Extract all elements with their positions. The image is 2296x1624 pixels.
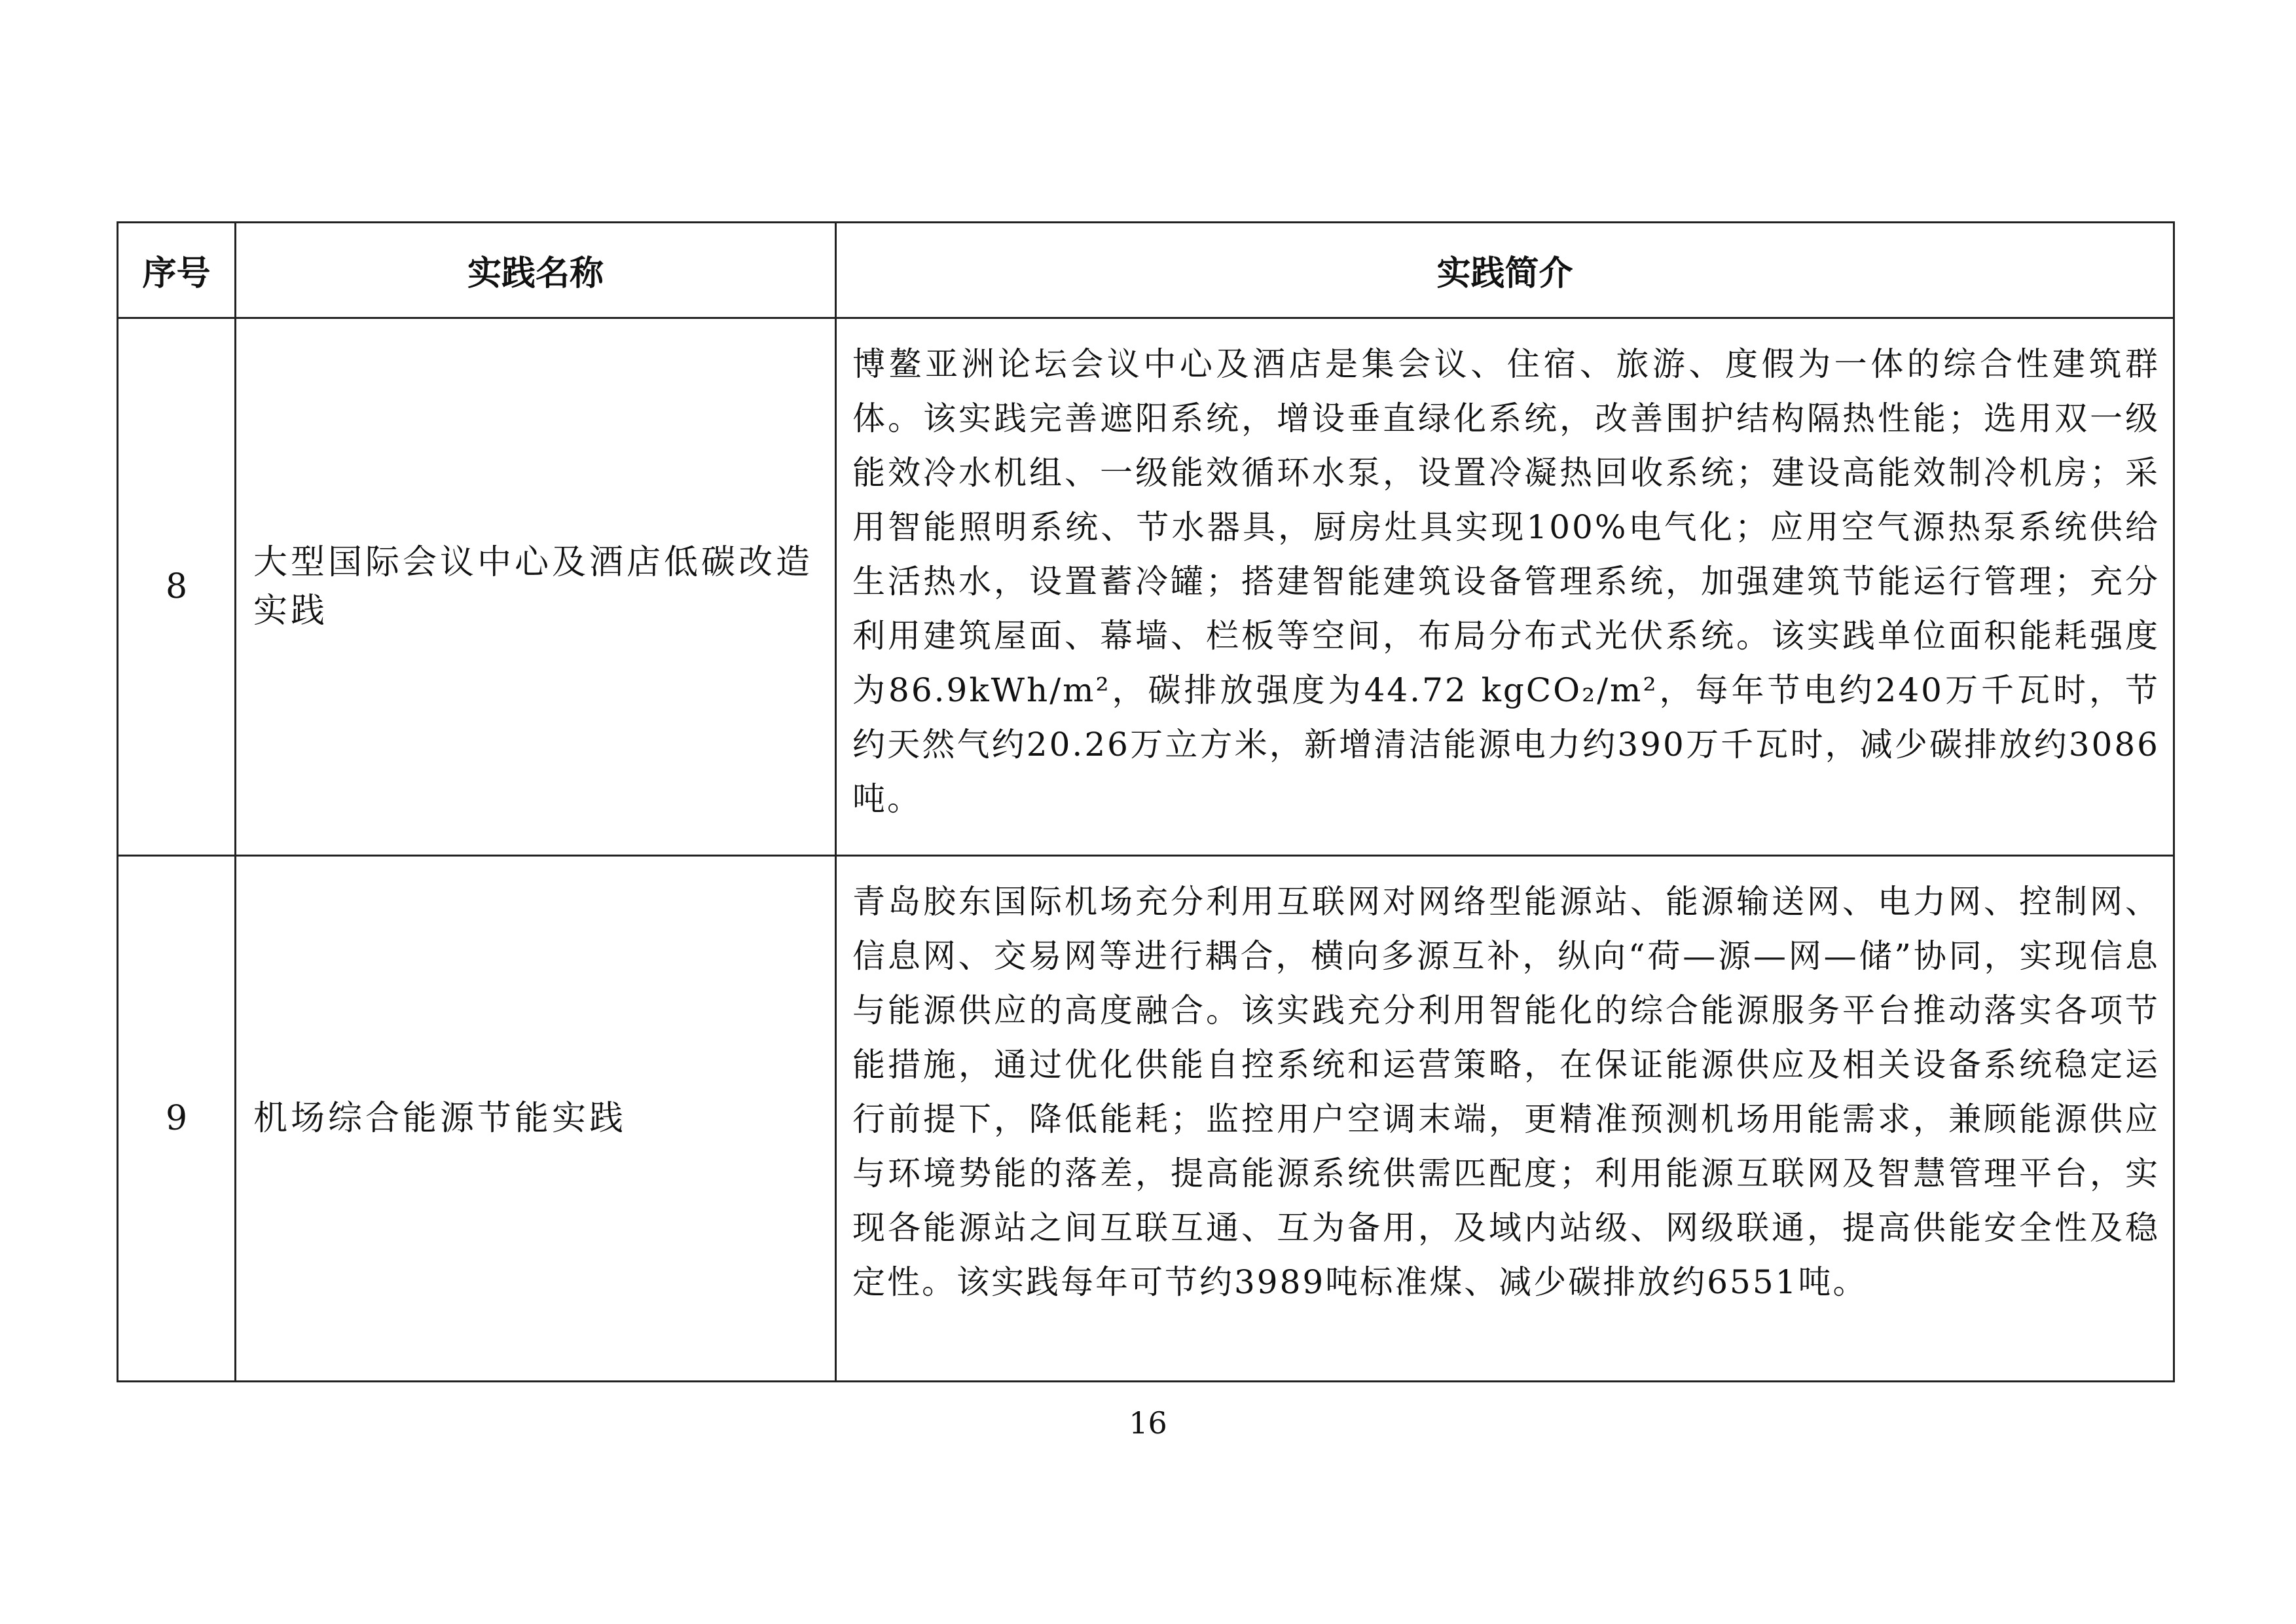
row-name: 机场综合能源节能实践	[236, 856, 836, 1382]
header-description: 实践简介	[836, 223, 2174, 318]
row-index: 8	[118, 318, 236, 856]
header-name: 实践名称	[236, 223, 836, 318]
table-row	[118, 856, 2174, 1382]
header-index: 序号	[118, 223, 236, 318]
row-description: 博鳌亚洲论坛会议中心及酒店是集会议、住宿、旅游、度假为一体的综合性建筑群体。该实践完善遮阳系统，增设垂直绿化系统，改善围护结构隔热性能；选用双一级能效冷水机组、一级能效循环水泵，设置冷凝热回收系统；建设高能效制冷机房；采用智能照明系统、节水器具，厨房灶具实现100%电气化；应用空气源热泵系统供给生活热水，设置蓄冷罐；搭建智能建筑设备管理系统，加强建筑节能运行管理；充分利用建筑屋面、幕墙、栏板等空间，布局分布式光伏系统。该实践单位面积能耗强度为86.9kWh/m²，碳排放强度为44.72 kgCO₂/m²，每年节电约240万千瓦时，节约天然气约20.26万立方米，新增清洁能源电力约390万千瓦时，减少碳排放约3086吨。	[836, 318, 2174, 856]
table-row	[118, 318, 2174, 856]
row-index: 9	[118, 856, 236, 1382]
row-description: 青岛胶东国际机场充分利用互联网对网络型能源站、能源输送网、电力网、控制网、信息网、交易网等进行耦合，横向多源互补，纵向“荷—源—网—储”协同，实现信息与能源供应的高度融合。该实践充分利用智能化的综合能源服务平台推动落实各项节能措施，通过优化供能自控系统和运营策略，在保证能源供应及相关设备系统稳定运行前提下，降低能耗；监控用户空调末端，更精准预测机场用能需求，兼顾能源供应与环境势能的落差，提高能源系统供需匹配度；利用能源互联网及智慧管理平台，实现各能源站之间互联互通、互为备用，及域内站级、网级联通，提高供能安全性及稳定性。该实践每年可节约3989吨标准煤、减少碳排放约6551吨。	[836, 856, 2174, 1382]
table-header-row	[118, 223, 2174, 318]
page-number: 16	[1129, 1405, 1167, 1441]
row-name: 大型国际会议中心及酒店低碳改造实践	[236, 318, 836, 856]
practice-table	[117, 221, 2175, 1382]
